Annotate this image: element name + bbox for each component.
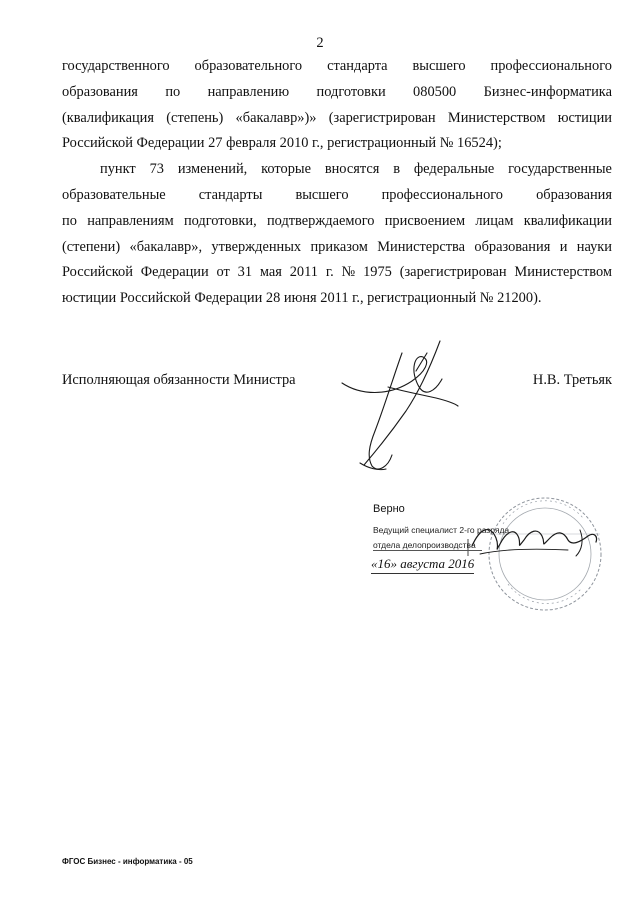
handwritten-signature [330,335,460,475]
body-line: юстиции Российской Федерации 28 июня 2011 г., регистрационный № 21200). [62,290,542,307]
body-line: Российской Федерации 27 февраля 2010 г., регистрационный № 16524); [62,135,502,152]
certifier-department: отдела делопроизводства [373,540,482,551]
page-number: 2 [316,35,324,51]
page-footer: ФГОС Бизнес - информатика - 05 [62,857,193,866]
body-line: пункт 73 изменений, которые вносятся в федеральные государственные [100,161,612,178]
body-line: (квалификация (степень) «бакалавр»)» (зарегистрирован Министерством юстиции [62,109,612,126]
body-line: по направлениям подготовки, подтверждаемого присвоением лицам квалификации [62,212,612,229]
body-line: образовательные стандарты высшего профессионального образования [62,186,612,203]
certifier-position: Ведущий специалист 2-го разряда [373,525,510,535]
body-line: государственного образовательного стандарта высшего профессионального [62,58,612,74]
body-line: Российской Федерации от 31 мая 2011 г. № 1975 (зарегистрирован Министерством [62,264,612,281]
body-text [62,54,612,312]
signatory-name: Н.В. Третьяк [532,372,612,388]
certification-date: «16» августа 2016 [371,556,474,574]
body-line: (степени) «бакалавр», утвержденных приказом Министерства образования и науки [62,238,612,255]
certification-label: Верно [373,503,405,515]
signatory-position: Исполняющая обязанности Министра [62,372,296,388]
body-line: образования по направлению подготовки 080500 Бизнес-информатика [62,83,612,100]
